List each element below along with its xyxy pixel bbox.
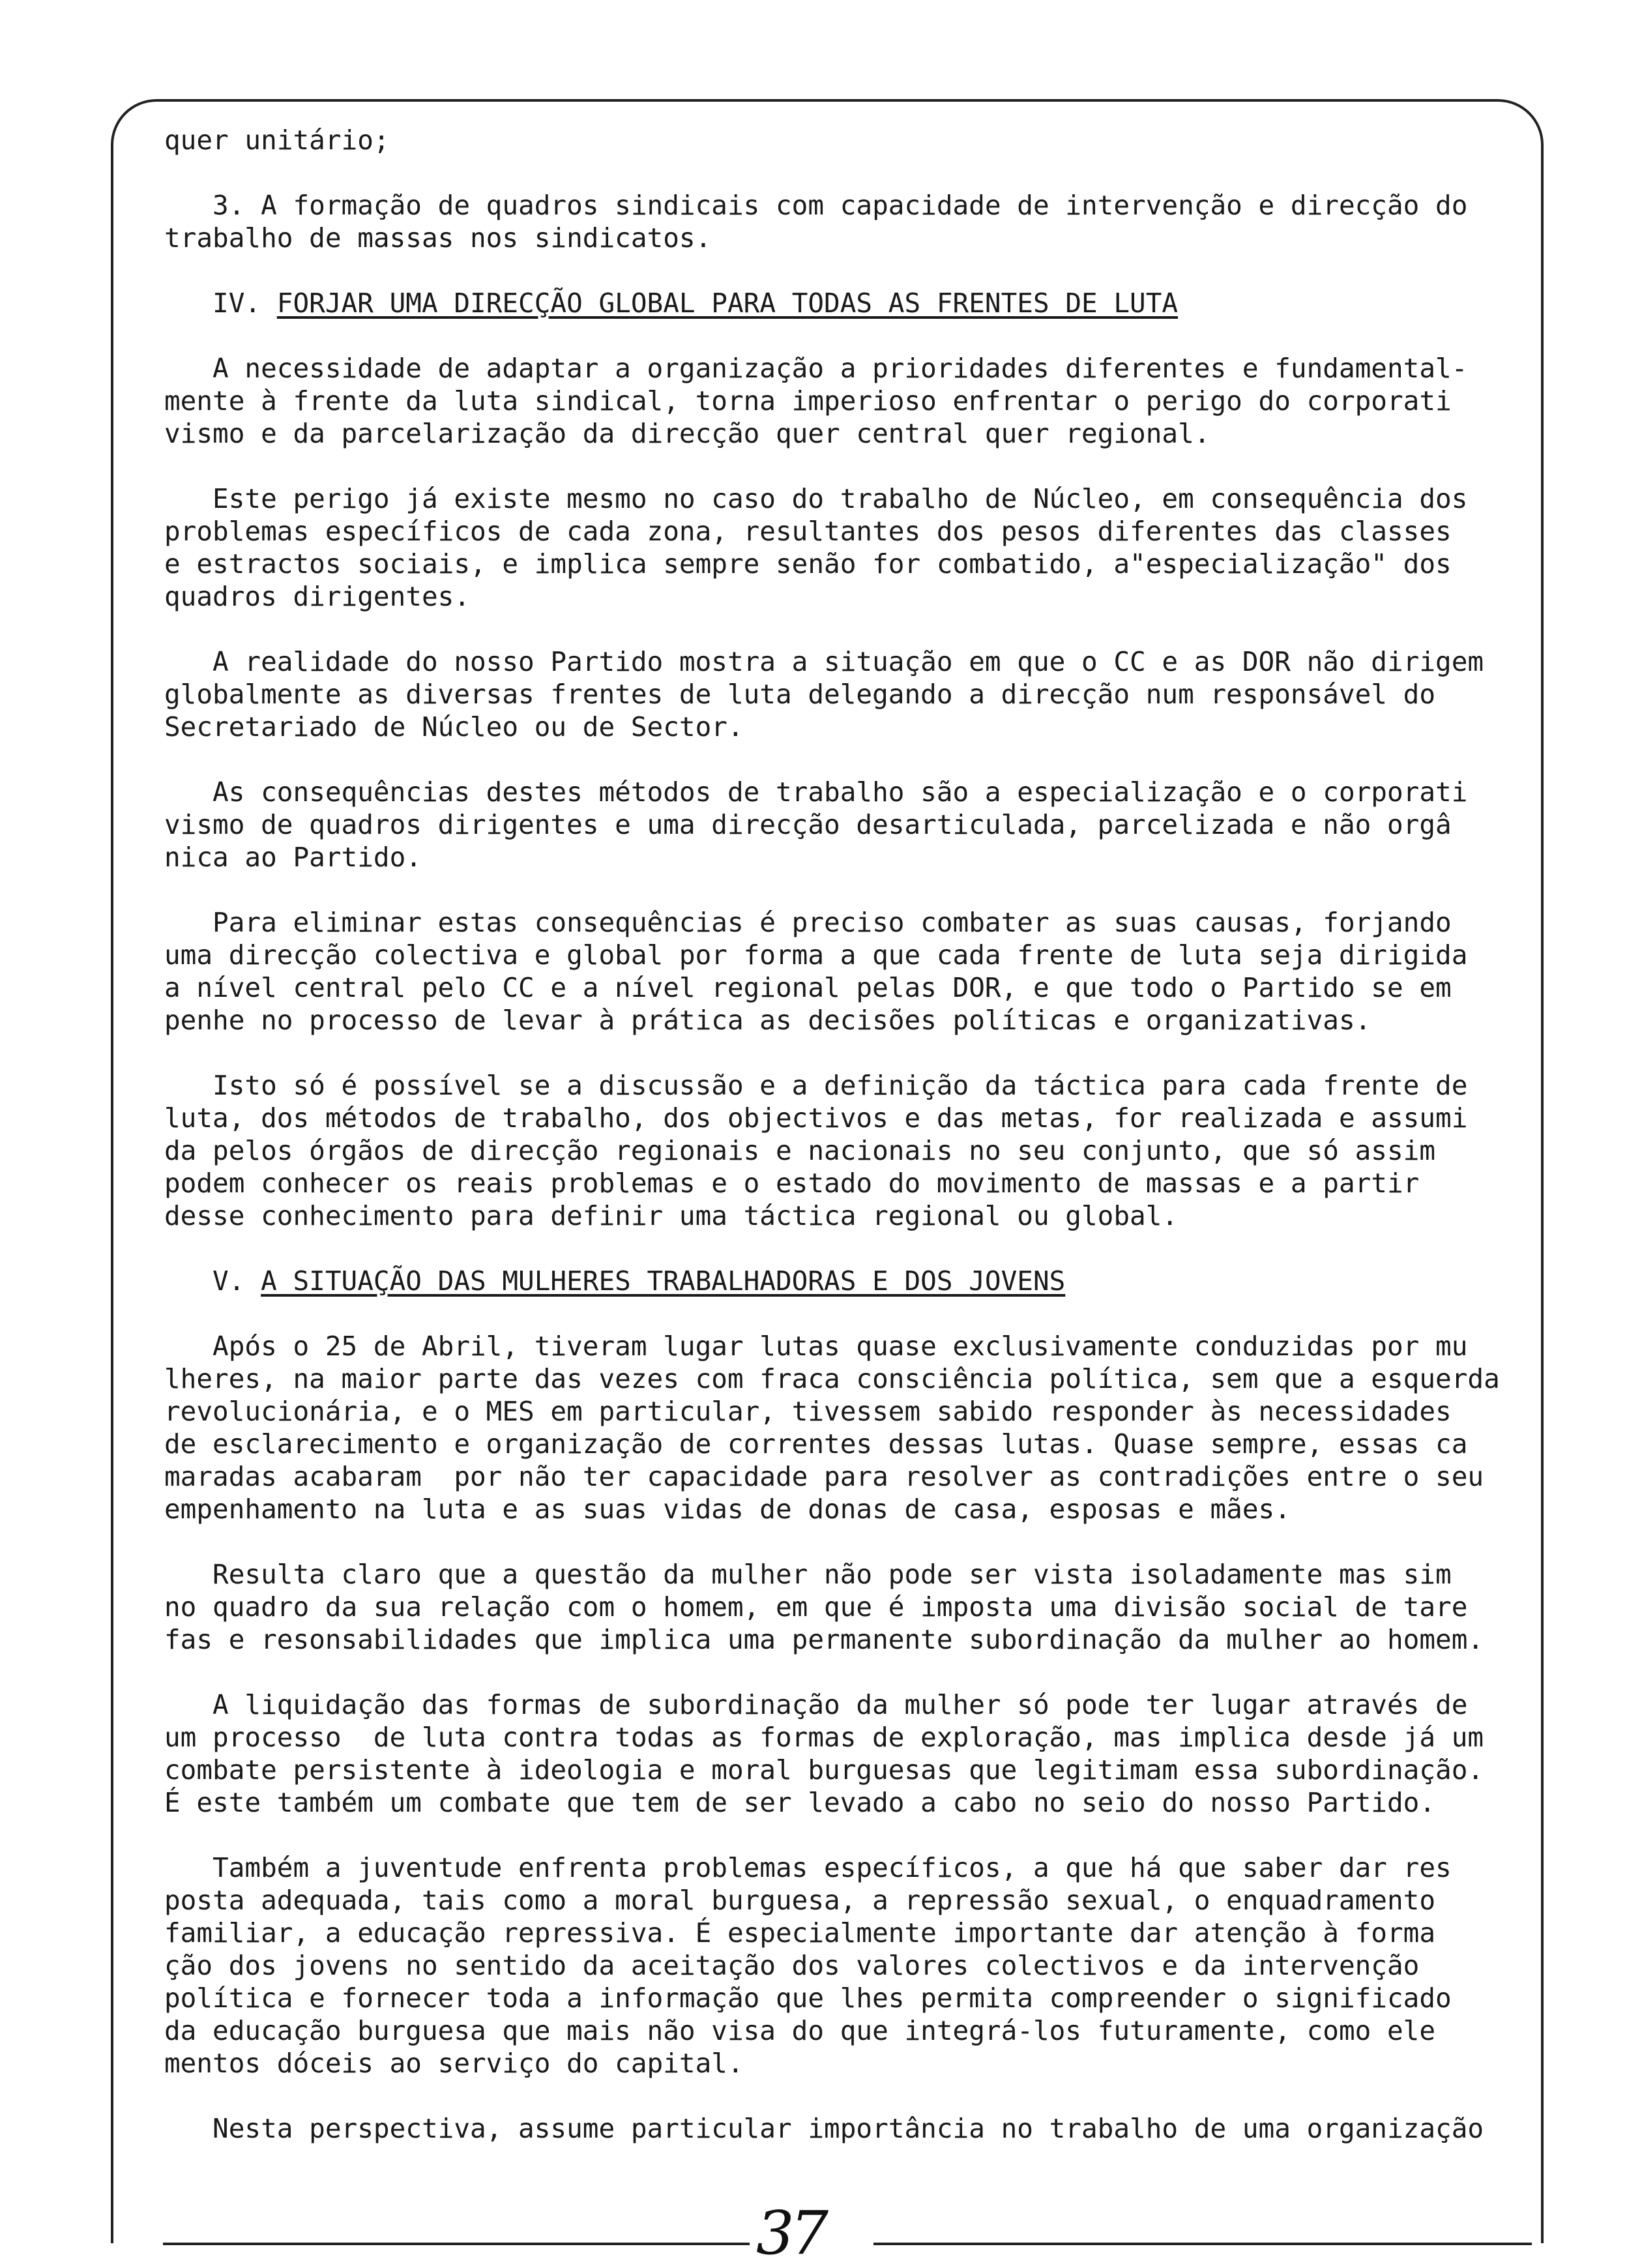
text-line: mente à frente da luta sindical, torna imperioso enfrentar o perigo do corporati bbox=[164, 385, 1452, 417]
section-number: V. bbox=[164, 1265, 261, 1297]
section-title: A SITUAÇÃO DAS MULHERES TRABALHADORAS E DOS JOVENS bbox=[261, 1265, 1066, 1297]
paragraph bbox=[164, 189, 1520, 254]
text-line: combate persistente à ideologia e moral burguesas que legitimam essa subordinação. bbox=[164, 1754, 1484, 1786]
paragraph-gap bbox=[164, 874, 1520, 906]
text-line: da educação burguesa que mais não visa do que integrá-los futuramente, como ele bbox=[164, 2015, 1436, 2046]
text-line: A realidade do nosso Partido mostra a situação em que o CC e as DOR não dirigem bbox=[164, 646, 1484, 677]
text-line: posta adequada, tais como a moral burguesa, a repressão sexual, o enquadramento bbox=[164, 1885, 1436, 1916]
paragraph-gap bbox=[164, 1037, 1520, 1069]
section-heading bbox=[164, 1265, 1520, 1297]
text-line: fas e resonsabilidades que implica uma permanente subordinação da mulher ao homem. bbox=[164, 1624, 1484, 1655]
paragraph-gap bbox=[164, 254, 1520, 287]
page-number: 37 bbox=[756, 2198, 825, 2268]
paragraph-gap bbox=[164, 1656, 1520, 1688]
text-line: revolucionária, e o MES em particular, tivessem sabido responder às necessidades bbox=[164, 1396, 1452, 1427]
text-line: desse conhecimento para definir uma táctica regional ou global. bbox=[164, 1200, 1179, 1231]
paragraph bbox=[164, 352, 1520, 450]
text-line: lheres, na maior parte das vezes com fraca consciência política, sem que a esquerda bbox=[164, 1363, 1500, 1394]
text-line: Secretariado de Núcleo ou de Sector. bbox=[164, 711, 744, 743]
text-line: mentos dóceis ao serviço do capital. bbox=[164, 2048, 744, 2079]
text-line: Isto só é possível se a discussão e a definição da táctica para cada frente de bbox=[164, 1070, 1468, 1101]
text-line: política e fornecer toda a informação que lhes permita compreender o significado bbox=[164, 1982, 1452, 2014]
text-line: Este perigo já existe mesmo no caso do trabalho de Núcleo, em consequência dos bbox=[164, 483, 1468, 514]
paragraph bbox=[164, 906, 1520, 1037]
text-line: A necessidade de adaptar a organização a prioridades diferentes e fundamental- bbox=[164, 353, 1468, 384]
paragraph-gap bbox=[164, 450, 1520, 482]
text-line: familiar, a educação repressiva. É especialmente importante dar atenção à forma bbox=[164, 1917, 1436, 1949]
text-line: quadros dirigentes. bbox=[164, 581, 470, 612]
text-line: a nível central pelo CC e a nível regional pelas DOR, e que todo o Partido se em bbox=[164, 972, 1452, 1003]
paragraph bbox=[164, 1851, 1520, 2080]
text-line: Resulta claro que a questão da mulher não pode ser vista isoladamente mas sim bbox=[164, 1559, 1452, 1590]
text-line: trabalho de massas nos sindicatos. bbox=[164, 222, 712, 254]
text-line: 3. A formação de quadros sindicais com capacidade de intervenção e direcção do bbox=[164, 190, 1468, 221]
text-line: nica ao Partido. bbox=[164, 842, 422, 873]
text-line: As consequências destes métodos de trabalho são a especialização e o corporati bbox=[164, 776, 1468, 808]
text-line: É este também um combate que tem de ser levado a cabo no seio do nosso Partido. bbox=[164, 1787, 1436, 1818]
paragraph bbox=[164, 482, 1520, 613]
text-line: quer unitário; bbox=[164, 125, 390, 156]
paragraph-gap bbox=[164, 1232, 1520, 1265]
text-line: vismo e da parcelarização da direcção quer central quer regional. bbox=[164, 418, 1210, 449]
paragraph bbox=[164, 1330, 1520, 1525]
text-line: empenhamento na luta e as suas vidas de donas de casa, esposas e mães. bbox=[164, 1494, 1291, 1525]
text-line: luta, dos métodos de trabalho, dos objectivos e das metas, for realizada e assumi bbox=[164, 1102, 1468, 1134]
text-line: penhe no processo de levar à prática as decisões políticas e organizativas. bbox=[164, 1005, 1371, 1036]
paragraph bbox=[164, 1558, 1520, 1656]
paragraph bbox=[164, 1688, 1520, 1819]
paragraph-gap bbox=[164, 319, 1520, 352]
text-line: no quadro da sua relação com o homem, em que é imposta uma divisão social de tare bbox=[164, 1591, 1468, 1623]
text-line: globalmente as diversas frentes de luta delegando a direcção num responsável do bbox=[164, 679, 1436, 710]
text-line: Para eliminar estas consequências é preciso combater as suas causas, forjando bbox=[164, 907, 1452, 938]
paragraph-gap bbox=[164, 743, 1520, 776]
text-line: ção dos jovens no sentido da aceitação dos valores colectivos e da intervenção bbox=[164, 1950, 1420, 1981]
paragraph bbox=[164, 2112, 1520, 2145]
paragraph bbox=[164, 1069, 1520, 1232]
page-border-bottom-left bbox=[163, 2243, 750, 2245]
text-line: de esclarecimento e organização de correntes dessas lutas. Quase sempre, essas ca bbox=[164, 1428, 1468, 1460]
paragraph-gap bbox=[164, 1819, 1520, 1851]
paragraph-gap bbox=[164, 1297, 1520, 1330]
text-line: da pelos órgãos de direcção regionais e nacionais no seu conjunto, que só assim bbox=[164, 1135, 1436, 1166]
paragraph-gap bbox=[164, 2080, 1520, 2112]
paragraph bbox=[164, 124, 1520, 156]
text-line: problemas específicos de cada zona, resultantes dos pesos diferentes das classes bbox=[164, 516, 1452, 547]
text-line: e estractos sociais, e implica sempre senão for combatido, a"especialização" dos bbox=[164, 548, 1452, 580]
paragraph-gap bbox=[164, 613, 1520, 645]
paragraph-gap bbox=[164, 1525, 1520, 1558]
text-line: um processo de luta contra todas as formas de exploração, mas implica desde já um bbox=[164, 1722, 1484, 1753]
section-heading bbox=[164, 287, 1520, 319]
paragraph-gap bbox=[164, 156, 1520, 189]
paragraph bbox=[164, 776, 1520, 874]
page-border-bottom-right bbox=[873, 2243, 1532, 2245]
text-line: vismo de quadros dirigentes e uma direcção desarticulada, parcelizada e não orgâ bbox=[164, 809, 1452, 840]
section-number: IV. bbox=[164, 287, 277, 319]
text-line: podem conhecer os reais problemas e o estado do movimento de massas e a partir bbox=[164, 1168, 1420, 1199]
paragraph bbox=[164, 645, 1520, 743]
text-line: maradas acabaram por não ter capacidade para resolver as contradições entre o seu bbox=[164, 1461, 1484, 1492]
text-line: Após o 25 de Abril, tiveram lugar lutas quase exclusivamente conduzidas por mu bbox=[164, 1331, 1468, 1362]
document-body bbox=[164, 124, 1520, 2145]
text-line: A liquidação das formas de subordinação da mulher só pode ter lugar através de bbox=[164, 1689, 1468, 1720]
text-line: uma direcção colectiva e global por forma a que cada frente de luta seja dirigida bbox=[164, 939, 1468, 971]
section-title: FORJAR UMA DIRECÇÃO GLOBAL PARA TODAS AS FRENTES DE LUTA bbox=[276, 287, 1179, 319]
text-line: Nesta perspectiva, assume particular importância no trabalho de uma organização bbox=[164, 2113, 1484, 2144]
text-line: Também a juventude enfrenta problemas específicos, a que há que saber dar res bbox=[164, 1852, 1452, 1883]
